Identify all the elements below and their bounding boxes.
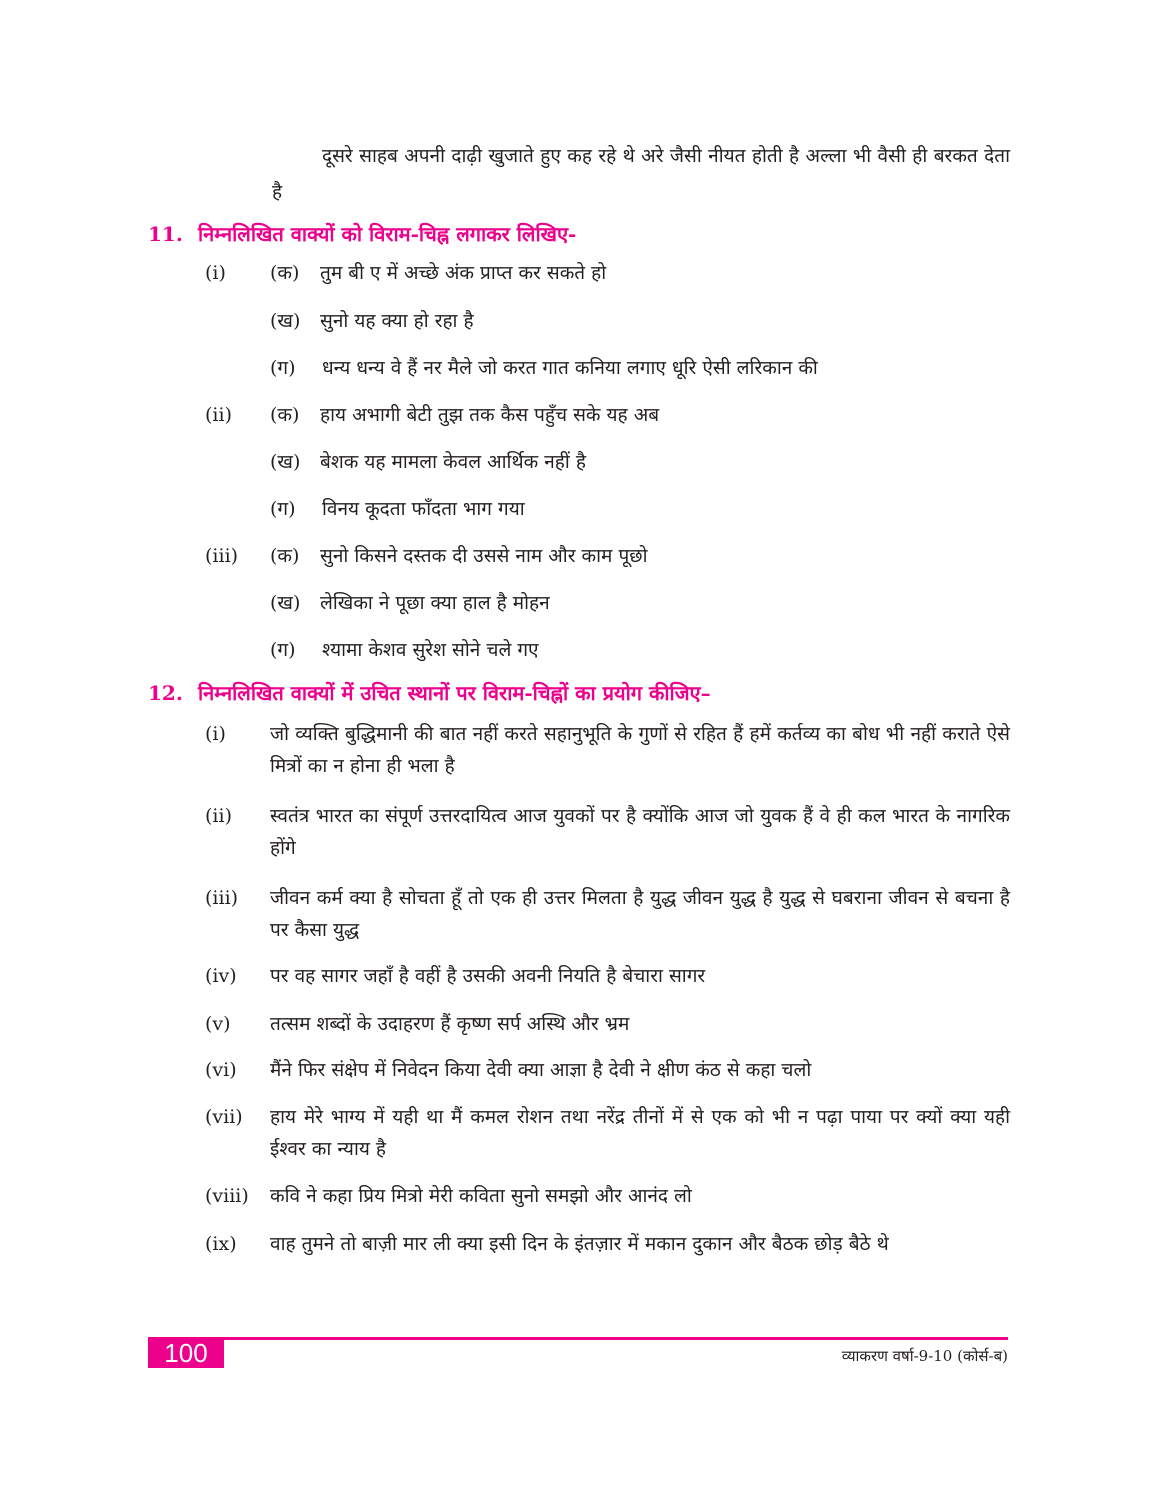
sentence-text: हाय मेरे भाग्य में यही था मैं कमल रोशन तथा नरेंद्र तीनों में से एक को भी न पढ़ा पाया पर क्यों क्या यही ईश्वर का न्याय है xyxy=(270,1106,1010,1160)
roman-label: (ii) xyxy=(205,805,232,827)
sub-label: (ग) xyxy=(270,639,296,661)
sentence-text: कवि ने कहा प्रिय मित्रो मेरी कविता सुनो समझो और आनंद लो xyxy=(270,1185,692,1207)
sub-label: (ख) xyxy=(270,592,301,614)
sentence-text: स्वतंत्र भारत का संपूर्ण उत्तरदायित्व आज युवकों पर है क्योंकि आज जो युवक हैं वे ही कल भारत के नागरिक होंगे xyxy=(270,805,1010,859)
question-number: 12. xyxy=(148,681,183,705)
sub-label: (ग) xyxy=(270,498,296,520)
sentence-text: हाय अभागी बेटी तुझ तक कैस पहुँच सके यह अब xyxy=(320,404,660,426)
sentence-text: धन्य धन्य वे हैं नर मैले जो करत गात कनिया लगाए धूरि ऐसी लरिकान की xyxy=(322,357,818,379)
question-title: निम्नलिखित वाक्यों को विराम-चिह्न लगाकर लिखिए- xyxy=(198,222,577,246)
sentence-text: सुनो किसने दस्तक दी उससे नाम और काम पूछो xyxy=(320,545,648,567)
sentence-text: विनय कूदता फाँदता भाग गया xyxy=(322,498,525,520)
sub-label: (क) xyxy=(270,262,300,284)
list-item xyxy=(205,800,1010,864)
roman-label: (iii) xyxy=(205,887,239,909)
list-item xyxy=(205,1008,1010,1040)
sentence-text: तुम बी ए में अच्छे अंक प्राप्त कर सकते हो xyxy=(320,262,607,284)
roman-label: (iii) xyxy=(205,545,239,567)
roman-label: (i) xyxy=(205,262,226,284)
list-item xyxy=(205,960,1010,992)
sentence-text: सुनो यह क्या हो रहा है xyxy=(320,310,474,332)
question-number: 11. xyxy=(148,222,183,246)
roman-label: (viii) xyxy=(205,1185,249,1207)
question-11-heading xyxy=(148,219,576,249)
sentence-text: तत्सम शब्दों के उदाहरण हैं कृष्ण सर्प अस्थि और भ्रम xyxy=(270,1013,630,1035)
sentence-text: पर वह सागर जहाँ है वहीं है उसकी अवनी नियति है बेचारा सागर xyxy=(270,965,706,987)
intro-paragraph: दूसरे साहब अपनी दाढ़ी खुजाते हुए कह रहे थे अरे जैसी नीयत होती है अल्ला भी वैसी ही बरकत देता है xyxy=(272,145,1010,203)
question-title: निम्नलिखित वाक्यों में उचित स्थानों पर विराम-चिह्नों का प्रयोग कीजिए– xyxy=(198,681,711,705)
sentence-text: वाह तुमने तो बाज़ी मार ली क्या इसी दिन के इंतज़ार में मकान दुकान और बैठक छोड़ बैठे थे xyxy=(270,1233,889,1255)
footer-divider xyxy=(148,1337,1008,1340)
sub-label: (ख) xyxy=(270,310,301,332)
list-item xyxy=(205,1228,1010,1260)
roman-label: (iv) xyxy=(205,965,237,987)
sentence-text: जीवन कर्म क्या है सोचता हूँ तो एक ही उत्तर मिलता है युद्ध जीवन युद्ध है युद्ध से घबराना जीवन से बचना है पर कैसा युद्ध xyxy=(270,887,1010,941)
sentence-text: जो व्यक्ति बुद्धिमानी की बात नहीं करते सहानुभूति के गुणों से रहित हैं हमें कर्तव्य का बोध भी नहीं कराते ऐसे मित्रों का न होना ही भला है xyxy=(270,723,1010,777)
roman-label: (ii) xyxy=(205,404,232,426)
list-item xyxy=(205,1054,1010,1086)
list-item xyxy=(205,1180,1010,1212)
sub-label: (ग) xyxy=(270,357,296,379)
roman-label: (i) xyxy=(205,723,226,745)
sentence-text: लेखिका ने पूछा क्या हाल है मोहन xyxy=(320,592,550,614)
list-item xyxy=(205,882,1010,946)
book-title: व्याकरण वर्षा-9-10 (कोर्स-ब) xyxy=(841,1347,1008,1365)
roman-label: (vii) xyxy=(205,1106,243,1128)
sub-label: (क) xyxy=(270,545,300,567)
sentence-text: बेशक यह मामला केवल आर्थिक नहीं है xyxy=(320,451,586,473)
sub-label: (क) xyxy=(270,404,300,426)
sub-label: (ख) xyxy=(270,451,301,473)
page-number: 100 xyxy=(148,1338,224,1368)
roman-label: (ix) xyxy=(205,1233,237,1255)
roman-label: (v) xyxy=(205,1013,231,1035)
list-item xyxy=(205,718,1010,782)
question-12-heading xyxy=(148,678,711,708)
sentence-text: मैंने फिर संक्षेप में निवेदन किया देवी क्या आज्ञा है देवी ने क्षीण कंठ से कहा चलो xyxy=(270,1059,812,1081)
list-item xyxy=(205,1101,1010,1165)
roman-label: (vi) xyxy=(205,1059,237,1081)
sentence-text: श्यामा केशव सुरेश सोने चले गए xyxy=(322,639,539,661)
